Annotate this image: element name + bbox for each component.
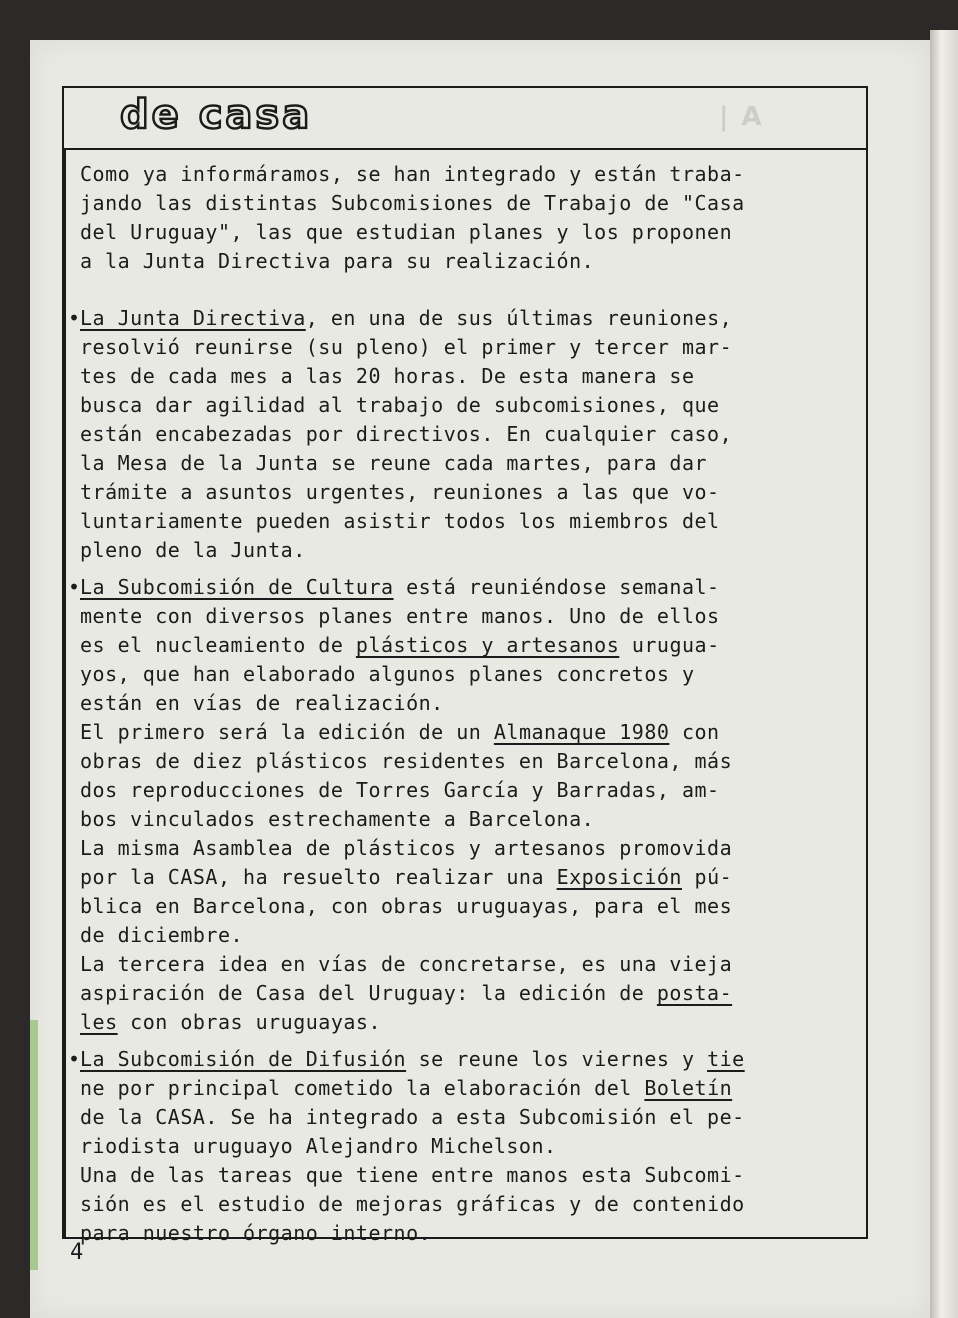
underlined-phrase: Almanaque 1980 xyxy=(493,720,670,744)
bullet-marker: • xyxy=(68,306,81,330)
bleed-through-text: | A xyxy=(719,102,764,132)
text-line: de diciembre. xyxy=(80,923,244,947)
heading-junta-directiva: La Junta Directiva xyxy=(80,306,306,330)
text-line: busca dar agilidad al trabajo de subcomisiones, que xyxy=(80,393,720,417)
text-run: , en una de sus últimas reuniones, xyxy=(305,306,733,330)
text-run: urugua- xyxy=(619,633,720,657)
text-run: con obras uruguayas. xyxy=(117,1010,381,1034)
text-line: del Uruguay", las que estudian planes y los proponen xyxy=(80,220,733,244)
text-line: pleno de la Junta. xyxy=(80,538,306,562)
underlined-phrase: Exposición xyxy=(556,865,682,889)
text-line: riodista uruguayo Alejandro Michelson. xyxy=(80,1134,557,1158)
bullet-marker: • xyxy=(68,1047,81,1071)
underlined-phrase: tie xyxy=(707,1047,745,1071)
heading-subcomision-difusion: La Subcomisión de Difusión xyxy=(80,1047,407,1071)
adjacent-page-edge xyxy=(930,30,958,1318)
bullet-marker: • xyxy=(68,575,81,599)
page-number: 4 xyxy=(70,1240,84,1265)
text-line: Como ya informáramos, se han integrado y están traba- xyxy=(80,162,745,186)
text-line: resolvió reunirse (su pleno) el primer y tercer mar- xyxy=(80,335,733,359)
section-header xyxy=(64,88,866,150)
text-line: están encabezadas por directivos. En cualquier caso, xyxy=(80,422,733,446)
text-run xyxy=(632,1076,645,1100)
text-line: obras de diez plásticos residentes en Barcelona, más xyxy=(80,749,733,773)
text-line: blica en Barcelona, con obras uruguayas, para el mes xyxy=(80,894,733,918)
paragraph-difusion xyxy=(68,1045,860,1248)
text-line: de la CASA. Se ha integrado a esta Subcomisión el pe- xyxy=(80,1105,745,1129)
text-line: La tercera idea en vías de concretarse, es una vieja xyxy=(80,952,733,976)
text-line: Una de las tareas que tiene entre manos esta Subcomi- xyxy=(80,1163,745,1187)
text-run: está reuniéndose semanal- xyxy=(393,575,720,599)
text-line: yos, que han elaborado algunos planes concretos y xyxy=(80,662,695,686)
text-run: El primero será la edición de un xyxy=(80,720,494,744)
article-frame xyxy=(62,86,868,1245)
paragraph-cultura xyxy=(68,573,860,1037)
text-line: para nuestro órgano interno. xyxy=(80,1221,432,1245)
text-line: a la Junta Directiva para su realización. xyxy=(80,249,595,273)
underlined-phrase: Boletín xyxy=(644,1076,733,1100)
text-line: trámite a asuntos urgentes, reuniones a las que vo- xyxy=(80,480,720,504)
text-run: con xyxy=(669,720,720,744)
text-line: luntariamente pueden asistir todos los miembros del xyxy=(80,509,720,533)
cover-edge xyxy=(30,1020,38,1270)
text-run: aspiración de Casa del Uruguay: la edición de xyxy=(80,981,657,1005)
text-line: están en vías de realización. xyxy=(80,691,444,715)
text-line: mente con diversos planes entre manos. Uno de ellos xyxy=(80,604,720,628)
paragraph-intro xyxy=(80,160,860,276)
text-line: bos vinculados estrechamente a Barcelona. xyxy=(80,807,595,831)
masthead-title: de casa xyxy=(120,92,313,138)
text-run: ne por principal cometido la elaboración del xyxy=(80,1076,632,1100)
text-run: se reune los viernes y xyxy=(406,1047,708,1071)
text-line: sión es el estudio de mejoras gráficas y de contenido xyxy=(80,1192,745,1216)
text-run: pú- xyxy=(681,865,733,889)
text-line: dos reproducciones de Torres García y Barradas, am- xyxy=(80,778,720,802)
text-run: por la CASA, ha resuelto realizar una xyxy=(80,865,557,889)
heading-subcomision-cultura: La Subcomisión de Cultura xyxy=(80,575,394,599)
text-line: La misma Asamblea de plásticos y artesanos promovida xyxy=(80,836,733,860)
text-line: la Mesa de la Junta se reune cada martes, para dar xyxy=(80,451,708,475)
paragraph-junta xyxy=(68,304,860,565)
article-body xyxy=(68,160,860,1248)
underlined-phrase: les xyxy=(80,1010,118,1034)
underlined-phrase: plásticos y artesanos xyxy=(355,633,620,657)
text-line: jando las distintas Subcomisiones de Trabajo de "Casa xyxy=(80,191,745,215)
underlined-phrase: posta- xyxy=(656,981,733,1005)
text-run: es el nucleamiento de xyxy=(80,633,356,657)
text-line: tes de cada mes a las 20 horas. De esta manera se xyxy=(80,364,695,388)
left-rule xyxy=(64,148,66,1239)
